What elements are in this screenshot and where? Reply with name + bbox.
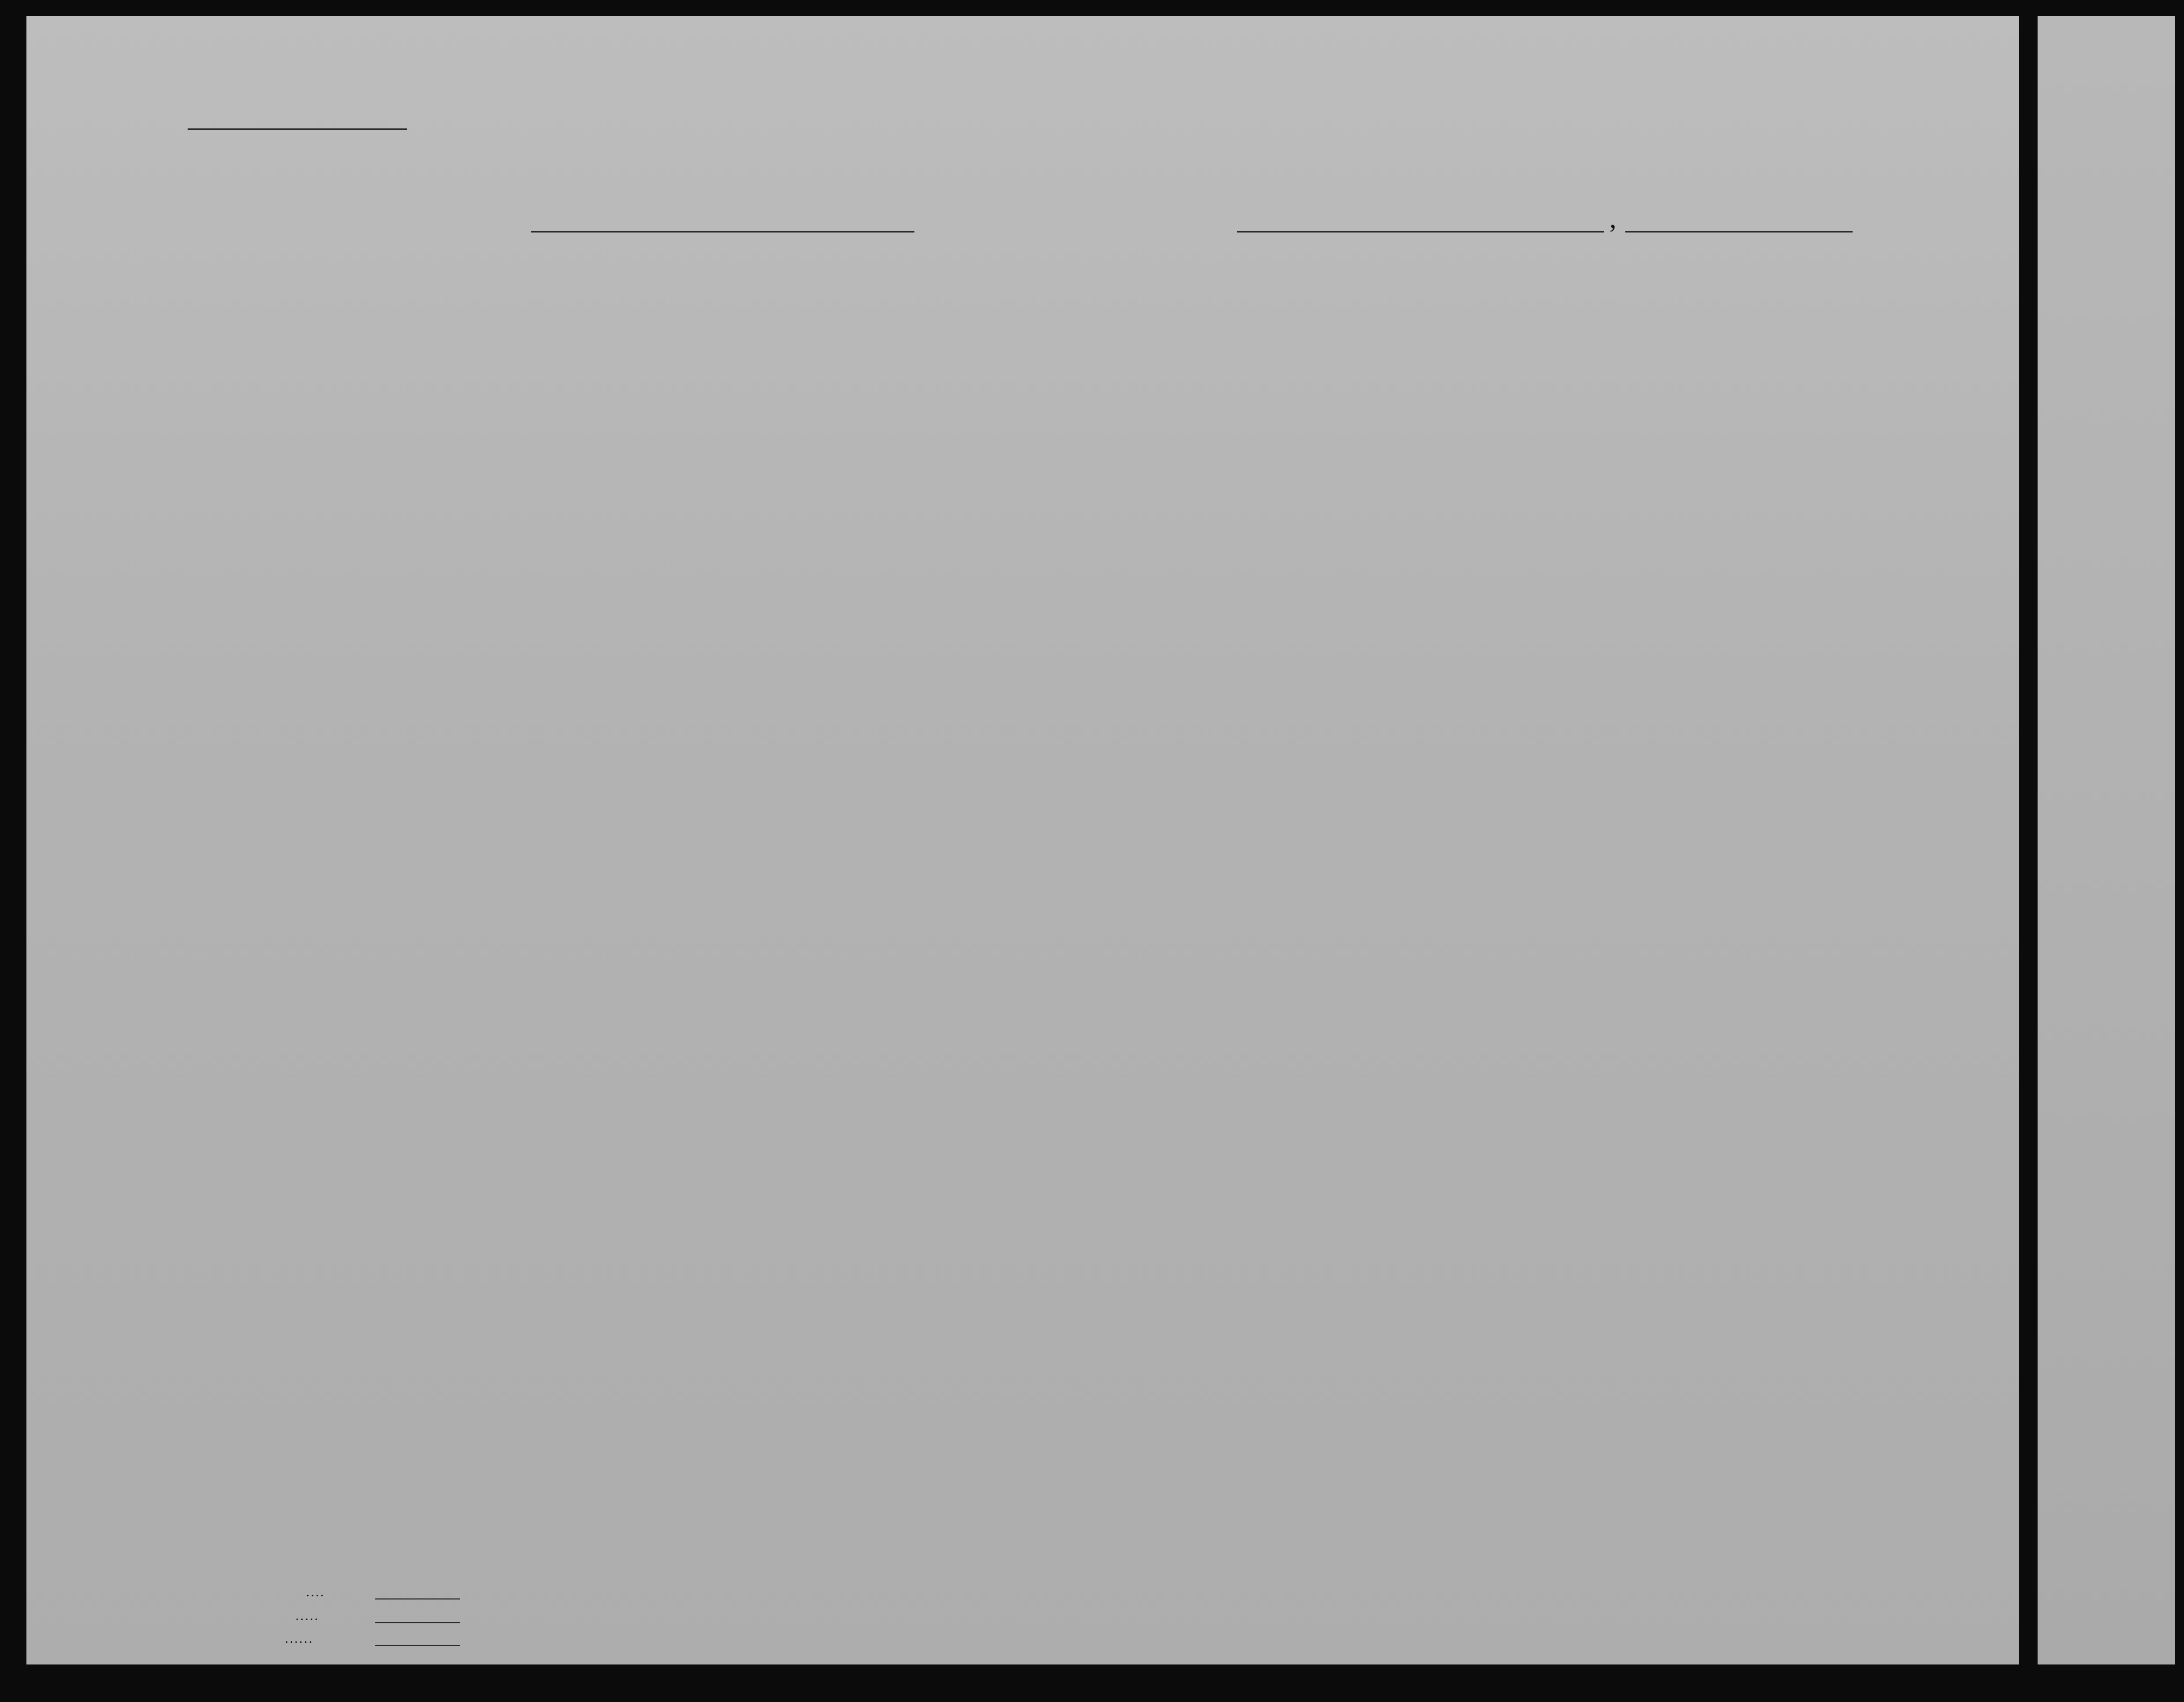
footer-aliens-dots: . . . . . . [285, 1634, 312, 1645]
footer-total-dots: . . . . [307, 1588, 323, 1598]
footer-us-line [375, 1622, 460, 1623]
footer-aliens-line [375, 1645, 460, 1646]
footer-us-dots: . . . . . [296, 1612, 318, 1622]
comma: , [1609, 204, 1616, 234]
footer-total-line [375, 1598, 460, 1599]
